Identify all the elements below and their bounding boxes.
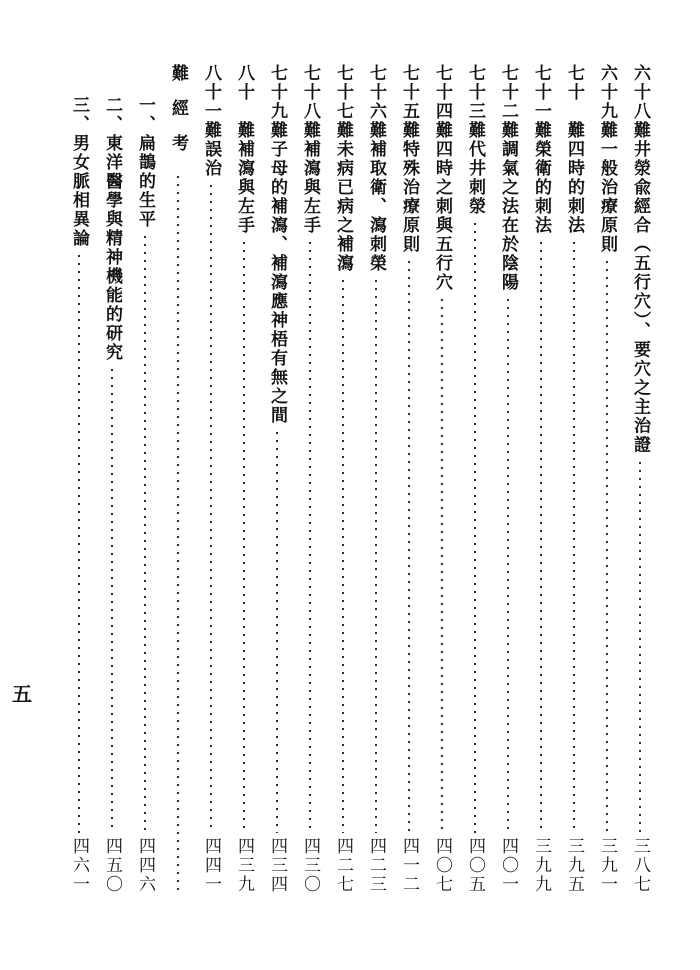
leader-dots [441, 296, 443, 833]
entry-title: 調氣之法在於陰陽 [498, 140, 518, 292]
entry-title: 子母的補瀉、補瀉應神梧有無之間 [267, 140, 287, 425]
entry-section: 七十四難 [432, 64, 452, 140]
toc-entry [364, 64, 388, 894]
leader-dots [606, 258, 608, 833]
toc-entry [595, 64, 619, 894]
entry-section: 七十二難 [498, 64, 518, 140]
entry-section: 六十九難 [597, 64, 617, 140]
leader-dots [540, 239, 542, 833]
entry-page: 四三〇 [300, 837, 320, 894]
entry-section: 七十五難 [399, 64, 419, 140]
entry-section: 七十六難 [366, 64, 386, 140]
leader-dots [474, 220, 476, 833]
appendix-item [133, 96, 157, 894]
toc-entry [232, 64, 256, 894]
entry-page: 四〇七 [432, 837, 452, 894]
entry-page: 四六一 [69, 837, 89, 894]
entry-page: 四三四 [267, 837, 287, 894]
leader-dots [210, 182, 212, 833]
toc-entry [463, 64, 487, 894]
leader-dots [342, 277, 344, 833]
entry-title: 補瀉與左手 [300, 140, 320, 235]
entry-page: 四五〇 [102, 837, 122, 894]
entry-page: 四〇一 [498, 837, 518, 894]
leader-dots [243, 239, 245, 833]
entry-title: 四時的刺法 [564, 140, 584, 235]
page-number: 五 [12, 682, 32, 706]
entry-title: 一般治療原則 [597, 140, 617, 254]
entry-section: 七十八難 [300, 64, 320, 140]
entry-page: 四〇五 [465, 837, 485, 894]
entry-page: 三九一 [597, 837, 617, 894]
entry-section: 八十 難 [234, 64, 254, 140]
entry-title: 補瀉與左手 [234, 140, 254, 235]
entry-page: 四二七 [333, 837, 353, 894]
leader-dots [276, 429, 278, 833]
entry-page: 三九五 [564, 837, 584, 894]
toc-entry [628, 64, 652, 894]
entry-title: 誤治 [201, 140, 221, 178]
entry-page: 四二三 [366, 837, 386, 894]
entry-section: 七十 難 [564, 64, 584, 140]
entry-title: 代井刺滎 [465, 140, 485, 216]
leader-dots [78, 252, 80, 833]
entry-title: 特殊治療原則 [399, 140, 419, 254]
entry-section: 七十九難 [267, 64, 287, 140]
entry-page: 三八七 [630, 837, 650, 894]
toc-entry [430, 64, 454, 894]
leader-dots [111, 366, 113, 833]
entry-section: 七十三難 [465, 64, 485, 140]
toc-entry [496, 64, 520, 894]
entry-title: 四時之刺與五行穴 [432, 140, 452, 292]
appendix-item [67, 96, 91, 894]
appendix-item [100, 96, 124, 894]
leader-dots [177, 173, 179, 890]
leader-dots [573, 239, 575, 833]
entry-title: 未病已病之補瀉 [333, 140, 353, 273]
entry-page: 四三九 [234, 837, 254, 894]
appendix-title: 難經考 [168, 64, 188, 169]
entry-title: 二、東洋醫學與精神機能的研究 [102, 96, 122, 362]
appendix-header [166, 64, 190, 894]
entry-section: 七十一難 [531, 64, 551, 140]
toc-entry [397, 64, 421, 894]
entry-title: 一、扁鵲的生平 [135, 96, 155, 229]
toc-entry [265, 64, 289, 894]
toc-entry [529, 64, 553, 894]
entry-title: 補取衛、瀉刺榮 [366, 140, 386, 273]
entry-page: 四四一 [201, 837, 221, 894]
leader-dots [375, 277, 377, 833]
entry-section: 七十七難 [333, 64, 353, 140]
leader-dots [309, 239, 311, 833]
toc-entry [562, 64, 586, 894]
leader-dots [639, 459, 641, 834]
toc-entry [331, 64, 355, 894]
toc-entry [298, 64, 322, 894]
entry-title: 井滎兪經合（五行穴）、要穴之主治證 [630, 140, 650, 455]
entry-title: 三、男女脈相異論 [69, 96, 89, 248]
entry-page: 四一二 [399, 837, 419, 894]
entry-section: 六十八難 [630, 64, 650, 140]
entry-section: 八十一難 [201, 64, 221, 140]
entry-title: 榮衛的刺法 [531, 140, 551, 235]
leader-dots [408, 258, 410, 833]
leader-dots [144, 233, 146, 833]
entry-page: 四四六 [135, 837, 155, 894]
entry-page: 三九九 [531, 837, 551, 894]
toc-entry [199, 64, 223, 894]
leader-dots [507, 296, 509, 833]
